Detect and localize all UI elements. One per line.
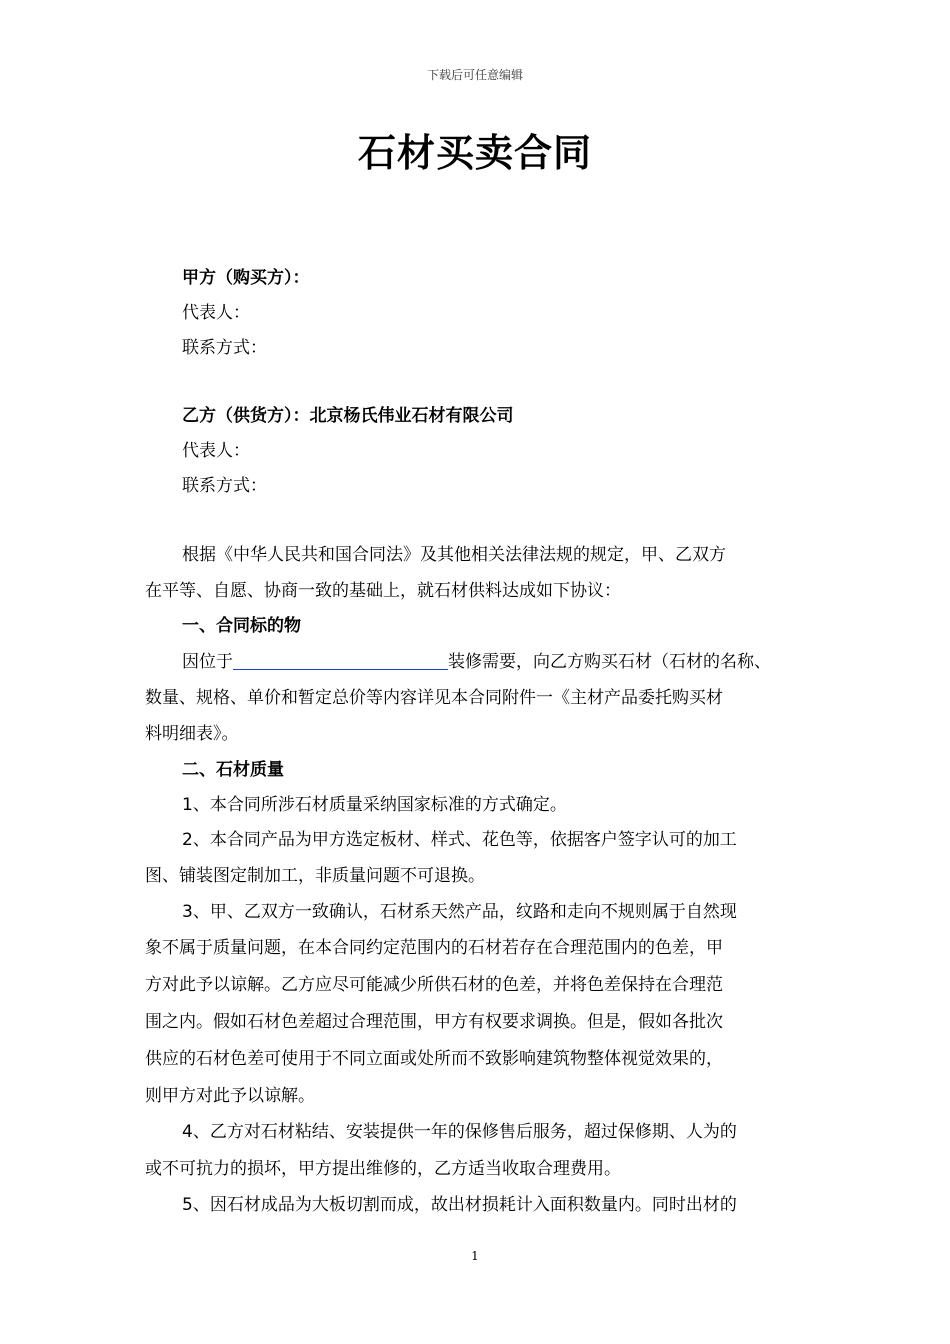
section-2-item-5-line-1: 5、因石材成品为大板切割而成，故出材损耗计入面积数量内。同时出材的 [182, 1195, 737, 1215]
section-2-item-3-line-1: 3、甲、乙双方一致确认，石材系天然产品，纹路和走向不规则属于自然现 [182, 902, 737, 922]
section-2-item-4-line-1: 4、乙方对石材粘结、安装提供一年的保修售后服务，超过保修期、人为的 [182, 1122, 737, 1142]
party-a-contact: 联系方式： [182, 338, 267, 358]
party-b-label: 乙方（供货方）：北京杨氏伟业石材有限公司 [182, 406, 514, 426]
preamble-line-2: 在平等、自愿、协商一致的基础上，就石材供料达成如下协议： [145, 581, 621, 601]
header-note: 下载后可任意编辑 [426, 68, 523, 82]
party-b-contact: 联系方式： [182, 476, 267, 496]
section-1-prefix: 因位于 [182, 652, 233, 672]
section-1-line-3: 料明细表》。 [145, 724, 239, 744]
party-a-label: 甲方（购买方）： [182, 268, 310, 288]
document-title: 石材买卖合同 [357, 131, 592, 175]
party-a-representative: 代表人： [182, 303, 250, 323]
section-2-heading: 二、石材质量 [182, 760, 284, 780]
section-2-item-3-line-6: 则甲方对此予以谅解。 [145, 1086, 315, 1106]
section-1-line-1 [182, 650, 815, 674]
section-2-item-2-line-1: 2、本合同产品为甲方选定板材、样式、花色等，依据客户签字认可的加工 [182, 830, 737, 850]
section-2-item-3-line-5: 供应的石材色差可使用于不同立面或处所而不致影响建筑物整体视觉效果的， [145, 1049, 723, 1069]
section-2-item-3-line-3: 方对此予以谅解。乙方应尽可能减少所供石材的色差，并将色差保持在合理范 [145, 975, 723, 995]
section-2-item-3-line-2: 象不属于质量问题，在本合同约定范围内的石材若存在合理范围内的色差，甲 [145, 938, 723, 958]
section-2-item-2-line-2: 图、铺装图定制加工，非质量问题不可退换。 [145, 866, 485, 886]
page-number: 1 [471, 1249, 479, 1263]
section-1-suffix: 装修需要，向乙方购买石材（石材的名称、 [448, 652, 771, 672]
section-1-heading: 一、合同标的物 [182, 616, 301, 636]
section-1-line-2: 数量、规格、单价和暂定总价等内容详见本合同附件一《主材产品委托购买材 [145, 688, 723, 708]
preamble-line-1: 根据《中华人民共和国合同法》及其他相关法律法规的规定，甲、乙双方 [182, 545, 726, 565]
section-2-item-1: 1、本合同所涉石材质量采纳国家标准的方式确定。 [182, 795, 567, 815]
location-blank-field[interactable] [233, 651, 448, 670]
section-2-item-3-line-4: 围之内。假如石材色差超过合理范围，甲方有权要求调换。但是，假如各批次 [145, 1012, 723, 1032]
party-b-representative: 代表人： [182, 441, 250, 461]
section-2-item-4-line-2: 或不可抗力的损坏，甲方提出维修的，乙方适当收取合理费用。 [145, 1159, 621, 1179]
